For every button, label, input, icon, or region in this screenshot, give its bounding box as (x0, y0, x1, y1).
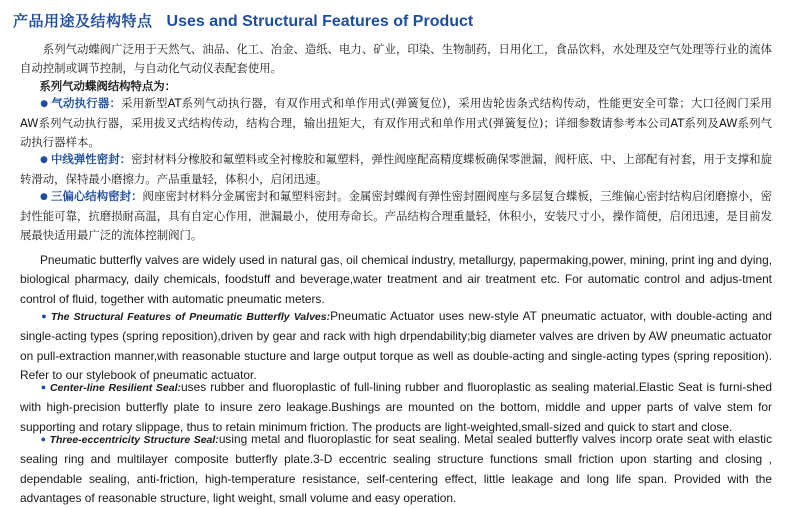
bullet-icon: ● (40, 192, 48, 202)
chinese-feature-centerline-seal (20, 150, 772, 189)
feature-text: 阀座密封材料分金属密封和氟塑料密封。金属密封蝶阀有弹性密封圈阀座与多层复合蝶板，三维偏心密封结构启闭磨擦小，密封性能可靠，抗磨损耐高温，具有自定心作用，泄漏最小，使用寿命长。产品结构合理重量轻，休积小，安装尺寸小，操作简便，启闭迅速，是目前发展最快适用最广泛的流体控制阀门。 (20, 189, 772, 242)
bullet-icon: ● (40, 382, 47, 392)
english-feature-actuator (20, 307, 772, 386)
chinese-intro-paragraph: 系列气动蝶阀广泛用于天然气、油品、化工、冶金、造纸、电力、矿业，印染、生物制药，日用化工，食品饮料，水处理及空气处理等行业的流体自动控制或调节控制，与自动化气动仪表配套使用。 (20, 42, 772, 75)
english-feature-centerline-seal (20, 378, 772, 437)
feature-label: 三偏心结构密封： (50, 189, 143, 203)
english-feature-triple-eccentric (20, 430, 772, 509)
english-intro-paragraph (20, 251, 772, 309)
bullet-icon: ● (40, 434, 47, 444)
english-intro-text: Pneumatic butterfly valves are widely used in natural gas, oil chemical industry, metallurgy, papermaking,power, mining, print ing and dying, biological pharmacy, daily chemicals, foodstuff and beverage,water treatment and air treatment etc. For automatic control and adjus-tment control of fluid, together with automatic pneumatic meters. (20, 253, 772, 306)
feature-label: Center-line Resilient Seal: (49, 382, 182, 394)
feature-label: The Structural Features of Pneumatic Butterfly Valves: (50, 311, 331, 323)
heading-english: Uses and Structural Features of Product (166, 13, 474, 30)
section-heading (13, 10, 473, 31)
feature-text: Pneumatic Actuator uses new-style AT pneumatic actuator, with double-acting and single-acting types (spring reposition),driven by gear and rack with high drpendability;big diameter valves are driven by AW pneumatic actuator on pull-extraction manner,with reasonable stucture and large output torque as well as double-acting and single-acting types (spring reposition). Refer to our stylebook of pneumatic actuator. (20, 309, 772, 383)
feature-text: 密封材料分橡胶和氟塑料或全衬橡胶和氟塑料，弹性阀座配高精度蝶板确保零泄漏，阀杆底、中、上部配有衬套，用于支撑和旋转滑动，保特最小磨擦力。产品重量轻，体积小，启闭迅速。 (20, 152, 772, 186)
feature-text: 采用新型AT系列气动执行器，有双作用式和单作用式(弹簧复位)，采用齿轮齿条式结构传动，性能更安全可靠；大口径阀门采用AW系列气动执行器，采用拔叉式结构传动，结构合理，输出扭矩大，有双作用式和单作用式(弹簧复位)；详细参数请参考本公司AT系列及AW系列气动执行器样本。 (20, 96, 772, 149)
feature-label: 中线弹性密封： (50, 152, 132, 166)
chinese-features-title: 系列气动蝶阀结构特点为： (39, 79, 177, 93)
chinese-feature-actuator (20, 94, 772, 151)
heading-chinese: 产品用途及结构特点 (13, 12, 153, 30)
chinese-feature-triple-eccentric (20, 187, 772, 244)
bullet-icon: ● (40, 311, 48, 321)
feature-label: Three-eccentricity Structure Seal: (49, 434, 219, 446)
feature-text: uses rubber and fluoroplastic of full-lining rubber and fluoroplastic as sealing material.Elastic Seat is furni-shed with high-precision butterfly plate to insure zero leakage.Bushings are mounted on the bottom, middle and upper parts of valve stem for supporting and rotary slippage, thus to retain minimum friction. The products are light-weighted,small-sized and quick to start and close. (20, 380, 772, 434)
bullet-icon: ● (40, 99, 49, 109)
bullet-icon: ● (40, 155, 48, 165)
feature-label: 气动执行器： (51, 96, 122, 110)
feature-text: using metal and fluoroplastic for seat sealing. Metal sealed butterfly valves incorp orate seat with elastic sealing ring and multilayer composite butterfly plate.3-D eccentric sealing structure functions small friction upon starting and closing , dependable sealing, anti-friction, high-temperature resistance, self-centering effect, little leakage and long life span. Provided with the advantages of reasonable structure, light weight, small volume and easy operation. (20, 432, 773, 506)
